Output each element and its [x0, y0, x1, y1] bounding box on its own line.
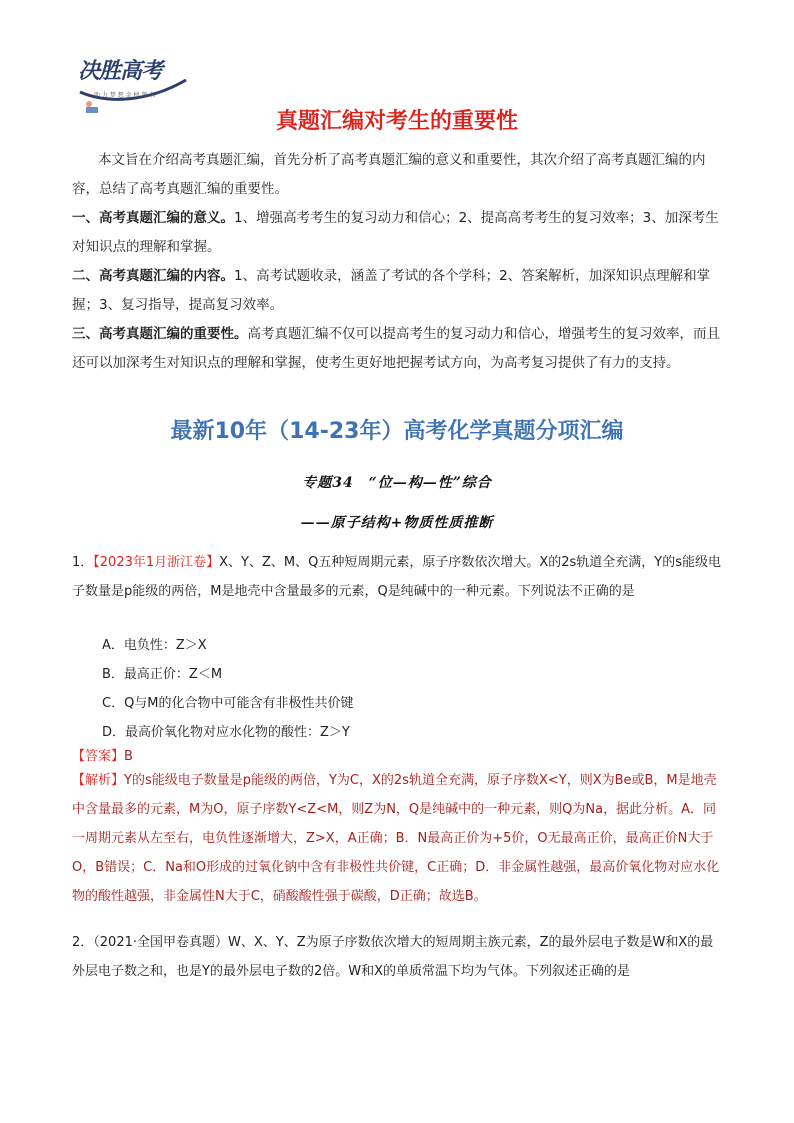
option-b: B．最高正价：Z＜M [102, 667, 223, 682]
logo-subtitle: 助 力 梦 想 金 榜 题 名 [94, 92, 156, 99]
page-title: 真题汇编对考生的重要性 [275, 109, 518, 134]
main-title: 最新10年（14-23年）高考化学真题分项汇编 [170, 419, 624, 444]
answer-label: 【答案】 [72, 749, 125, 764]
analysis [72, 766, 724, 911]
intro-point-3 [72, 320, 722, 378]
question-stem: W、X、Y、Z为原子序数依次增大的短周期主族元素，Z的最外层电子数是W和X的最外层电子数之和，也是Y的最外层电子数的2倍。W和X的单质常温下均为气体。下列叙述正确的是 [72, 935, 714, 979]
question-number: 1． [72, 555, 94, 570]
point-1-body: 1、增强高考考生的复习动力和信心；2、提高高考考生的复习效率；3、加深考生对知识点的理解和掌握。 [72, 210, 719, 255]
intro-point-2 [72, 262, 722, 320]
question-source: 【2023年1月浙江卷】 [93, 555, 220, 570]
point-3-heading: 三、高考真题汇编的重要性。 [72, 326, 248, 342]
question-number: 2． [72, 935, 94, 950]
point-3-body: 高考真题汇编不仅可以提高考生的复习动力和信心，增强考生的复习效率，而且还可以加深考生对知识点的理解和掌握，使考生更好地把握考试方向，为高考复习提供了有力的支持。 [72, 326, 720, 371]
answer [72, 745, 133, 764]
question-1 [72, 548, 724, 606]
topic-subtitle: ——原子结构+物质性质推断 [300, 515, 494, 531]
answer-value: B [124, 749, 133, 764]
analysis-label: 【解析】 [72, 773, 125, 788]
option-c: C．Q与M的化合物中可能含有非极性共价键 [102, 696, 354, 711]
intro-paragraph: 本文旨在介绍高考真题汇编，首先分析了高考真题汇编的意义和重要性，其次介绍了高考真题汇编的内容，总结了高考真题汇编的重要性。 [72, 152, 706, 197]
question-2 [72, 928, 724, 986]
logo-text: 决胜高考 [78, 59, 163, 84]
point-1-heading: 一、高考真题汇编的意义。 [72, 210, 234, 226]
option-d: D．最高价氧化物对应水化物的酸性：Z＞Y [102, 725, 350, 740]
analysis-text: Y的s能级电子数量是p能级的两倍，Y为C，X的2s轨道全充满，原子序数X<Y，则X为Be或B，M是地壳中含量最多的元素，M为O，原子序数Y<Z<M，则Z为N，Q是纯碱中的一种元素，则Q为Na，据此分析。A．同一周期元素从左至右，电负性逐渐增大，Z>X，A正确；B．N最高正价为+5价，O无最高正价，最高正价N大于O，B错误；C．Na和O形成的过氧化钠中含有非极性共价键，C正确；D．非金属性越强，最高价氧化物对应水化物的酸性越强，非金属性N大于C，硝酸酸性强于碳酸，D正确；故选B。 [72, 773, 720, 904]
intro-point-1 [72, 204, 722, 262]
question-stem: X、Y、Z、M、Q五种短周期元素，原子序数依次增大。X的2s轨道全充满，Y的s能级电子数量是p能级的两倍，M是地壳中含量最多的元素，Q是纯碱中的一种元素。下列说法不正确的是 [72, 555, 722, 599]
point-2-body: 1、高考试题收录，涵盖了考试的各个学科；2、答案解析，加深知识点理解和掌握；3、复习指导，提高复习效率。 [72, 268, 711, 313]
option-a: A．电负性：Z＞X [102, 638, 207, 653]
topic-title: 专题34 “位—构—性”综合 [302, 475, 492, 491]
question-source: （2021·全国甲卷真题） [93, 935, 228, 950]
point-2-heading: 二、高考真题汇编的内容。 [72, 268, 234, 284]
